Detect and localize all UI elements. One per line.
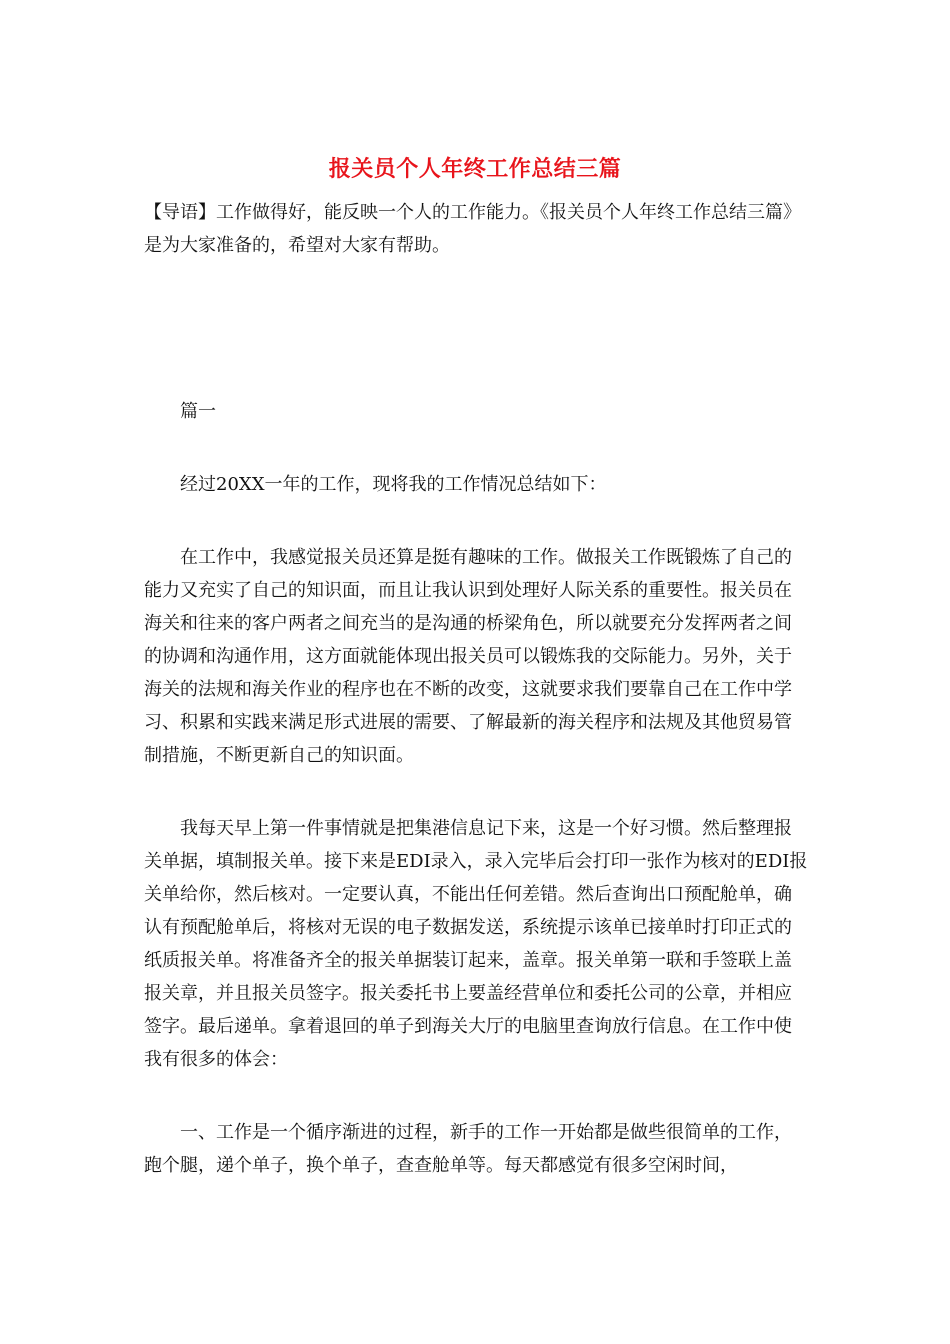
intro-paragraph: 【导语】工作做得好，能反映一个人的工作能力。《报关员个人年终工作总结三篇》是为大家准备的，希望对大家有帮助。 (144, 202, 801, 256)
body-paragraph: 在工作中，我感觉报关员还算是挺有趣味的工作。做报关工作既锻炼了自己的能力又充实了自己的知识面，而且让我认识到处理好人际关系的重要性。报关员在海关和往来的客户两者之间充当的是沟通的桥梁角色，所以就要充分发挥两者之间的协调和沟通作用，这方面就能体现出报关员可以锻炼我的交际能力。另外，关于海关的法规和海关作业的程序也在不断的改变，这就要求我们要靠自己在工作中学习、积累和实践来满足形式进展的需要、了解最新的海关程序和法规及其他贸易管制措施，不断更新自己的知识面。 (144, 547, 792, 766)
body-paragraph: 一、工作是一个循序渐进的过程，新手的工作一开始都是做些很简单的工作，跑个腿，递个单子，换个单子，查查舱单等。每天都感觉有很多空闲时间， (144, 1122, 792, 1176)
document-title: 报关员个人年终工作总结三篇 (328, 156, 622, 182)
document-body (144, 196, 808, 1182)
body-paragraph: 经过20XX一年的工作，现将我的工作情况总结如下： (180, 474, 607, 495)
section-heading: 篇一 (180, 401, 216, 422)
body-paragraph: 我每天早上第一件事情就是把集港信息记下来，这是一个好习惯。然后整理报关单据，填制报关单。接下来是EDI录入，录入完毕后会打印一张作为核对的EDI报关单给你，然后核对。一定要认真，不能出任何差错。然后查询出口预配舱单，确认有预配舱单后，将核对无误的电子数据发送，系统提示该单已接单时打印正式的纸质报关单。将准备齐全的报关单据装订起来，盖章。报关单第一联和手签联上盖报关章，并且报关员签字。报关委托书上要盖经营单位和委托公司的公章，并相应签字。最后递单。拿着退回的单子到海关大厅的电脑里查询放行信息。在工作中使我有很多的体会： (144, 818, 808, 1070)
